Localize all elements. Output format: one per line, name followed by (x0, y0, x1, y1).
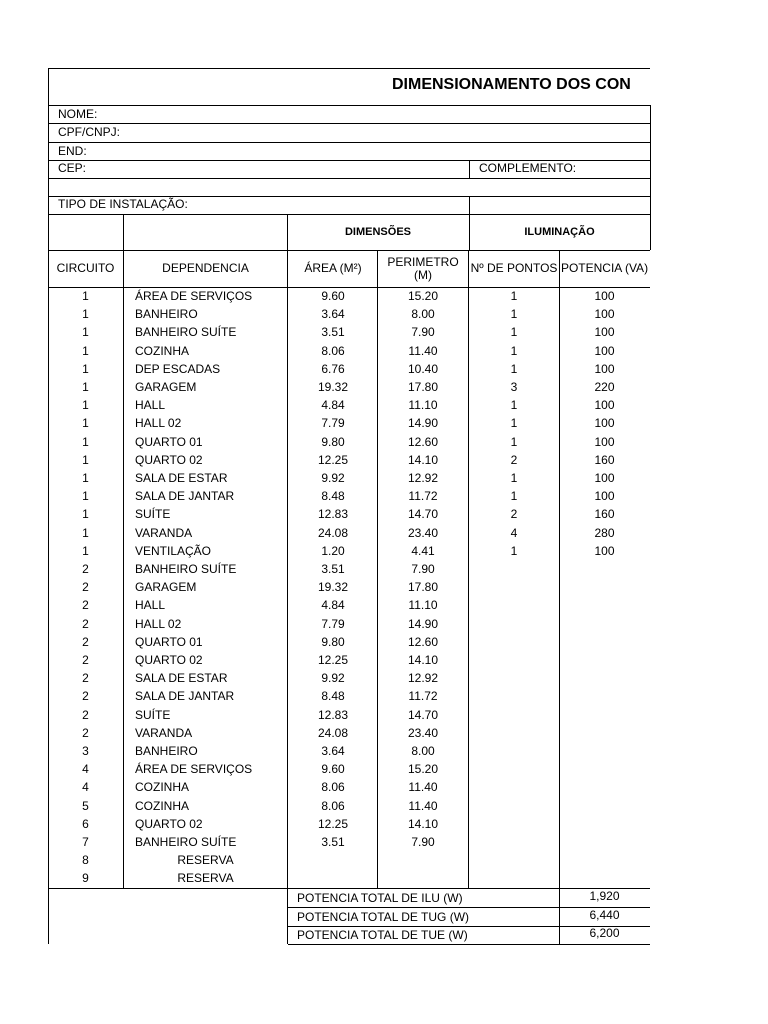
cell-circuito: 1 (82, 398, 89, 412)
cell-perimetro: 14.70 (407, 708, 439, 722)
cell-area: 19.32 (317, 580, 349, 594)
cell-area: 9.92 (321, 471, 345, 485)
grid-line (468, 250, 469, 888)
cell-area: 9.80 (321, 435, 345, 449)
cell-perimetro: 7.90 (411, 835, 435, 849)
cell-perimetro: 17.80 (407, 380, 439, 394)
total-value: 1,920 (589, 889, 620, 903)
cell-area: 4.84 (321, 398, 345, 412)
total-label: POTENCIA TOTAL DE TUG (W) (297, 910, 470, 924)
cell-dependencia: BANHEIRO (135, 744, 198, 758)
cell-potencia: 100 (594, 398, 615, 412)
column-header-area: ÁREA (M²) (304, 261, 362, 275)
cell-circuito: 4 (82, 762, 89, 776)
group-header-dimensoes: DIMENSÕES (344, 226, 411, 238)
cell-circuito: 2 (82, 598, 89, 612)
grid-line (48, 214, 650, 215)
cell-pontos: 1 (510, 289, 518, 303)
cell-circuito: 1 (82, 344, 89, 358)
cell-circuito: 1 (82, 507, 89, 521)
cell-dependencia: QUARTO 02 (135, 817, 203, 831)
cell-dependencia: GARAGEM (135, 380, 197, 394)
cell-area: 24.08 (317, 726, 349, 740)
cell-potencia: 100 (594, 471, 615, 485)
column-header-dependencia: DEPENDENCIA (162, 261, 249, 275)
cell-circuito: 1 (82, 453, 89, 467)
cell-perimetro: 12.60 (407, 435, 439, 449)
cell-potencia: 100 (594, 344, 615, 358)
cell-potencia: 100 (594, 544, 615, 558)
cell-area: 9.80 (321, 635, 345, 649)
cell-dependencia: HALL 02 (135, 617, 182, 631)
cell-pontos: 1 (510, 325, 518, 339)
grid-line (288, 926, 650, 927)
cell-circuito: 6 (82, 817, 89, 831)
cell-perimetro: 11.40 (408, 780, 438, 794)
cell-area: 12.25 (317, 453, 349, 467)
column-header-perimetro: PERIMETRO (387, 255, 459, 269)
cell-dependencia: COZINHA (135, 344, 189, 358)
cell-perimetro: 14.10 (407, 653, 439, 667)
cell-pontos: 1 (510, 544, 518, 558)
cell-perimetro: 8.00 (411, 307, 435, 321)
grid-line (288, 907, 650, 908)
cell-area: 24.08 (317, 526, 349, 540)
cell-pontos: 1 (510, 398, 518, 412)
cell-perimetro: 14.10 (407, 453, 439, 467)
cell-dependencia: VARANDA (135, 726, 193, 740)
cell-area: 7.79 (321, 617, 345, 631)
cell-area: 4.84 (321, 598, 345, 612)
grid-line (48, 68, 49, 944)
grid-line (288, 944, 650, 945)
cell-area: 3.51 (321, 562, 345, 576)
field-tipo-instalacao-label: TIPO DE INSTALAÇÃO: (58, 197, 188, 211)
cell-dependencia: GARAGEM (135, 580, 197, 594)
cell-dependencia: BANHEIRO SUÍTE (135, 562, 237, 576)
cell-dependencia: SALA DE JANTAR (135, 489, 235, 503)
total-label: POTENCIA TOTAL DE TUE (W) (297, 928, 468, 942)
cell-area: 3.51 (321, 835, 345, 849)
cell-area: 8.48 (321, 489, 345, 503)
cell-area: 8.48 (321, 689, 345, 703)
cell-dependencia: HALL (135, 598, 166, 612)
cell-pontos: 1 (510, 344, 518, 358)
cell-perimetro: 7.90 (411, 562, 435, 576)
cell-perimetro: 14.90 (407, 416, 439, 430)
cell-perimetro: 14.70 (407, 507, 439, 521)
cell-circuito: 2 (82, 689, 89, 703)
cell-perimetro: 12.60 (407, 635, 439, 649)
grid-line (48, 196, 650, 197)
column-header-perimetro-unit: (M) (414, 268, 432, 282)
cell-pontos: 2 (510, 507, 518, 521)
cell-dependencia: QUARTO 01 (135, 635, 203, 649)
cell-dependencia: BANHEIRO SUÍTE (135, 835, 237, 849)
cell-dependencia: QUARTO 01 (135, 435, 203, 449)
grid-line (559, 250, 560, 944)
field-cep-label: CEP: (58, 161, 87, 175)
grid-line (469, 160, 470, 178)
field-end-label: END: (58, 144, 87, 158)
cell-perimetro: 15.20 (407, 762, 439, 776)
cell-pontos: 1 (510, 489, 518, 503)
cell-area: 6.76 (321, 362, 345, 376)
cell-pontos: 4 (510, 526, 518, 540)
grid-line (48, 68, 650, 69)
cell-circuito: 2 (82, 726, 89, 740)
cell-dependencia: QUARTO 02 (135, 653, 203, 667)
cell-dependencia: BANHEIRO SUÍTE (135, 325, 237, 339)
cell-dependencia: COZINHA (135, 799, 189, 813)
grid-line (48, 142, 650, 143)
cell-area: 12.83 (317, 507, 349, 521)
group-header-iluminacao: ILUMINAÇÃO (524, 226, 595, 238)
cell-circuito: 2 (82, 562, 89, 576)
cell-perimetro: 11.72 (408, 689, 438, 703)
cell-pontos: 1 (510, 416, 518, 430)
cell-dependencia: RESERVA (177, 853, 234, 867)
grid-line (48, 178, 650, 179)
cell-perimetro: 11.10 (408, 398, 438, 412)
cell-dependencia: DEP ESCADAS (135, 362, 221, 376)
grid-line (287, 214, 288, 944)
cell-perimetro: 23.40 (407, 526, 439, 540)
cell-perimetro: 12.92 (407, 471, 439, 485)
grid-line (377, 250, 378, 888)
cell-dependencia: RESERVA (177, 871, 234, 885)
cell-circuito: 1 (82, 307, 89, 321)
cell-potencia: 160 (594, 507, 615, 521)
cell-dependencia: SUÍTE (135, 708, 171, 722)
cell-dependencia: VARANDA (135, 526, 193, 540)
cell-area: 12.25 (317, 817, 349, 831)
grid-line (650, 105, 651, 250)
cell-area: 3.64 (321, 307, 345, 321)
cell-circuito: 1 (82, 325, 89, 339)
cell-perimetro: 11.40 (408, 799, 438, 813)
cell-perimetro: 14.90 (407, 617, 439, 631)
cell-perimetro: 23.40 (407, 726, 439, 740)
cell-circuito: 5 (82, 799, 89, 813)
grid-line (288, 250, 650, 251)
cell-circuito: 1 (82, 471, 89, 485)
cell-potencia: 280 (594, 526, 615, 540)
cell-potencia: 100 (594, 325, 615, 339)
field-complemento-label: COMPLEMENTO: (479, 161, 577, 175)
cell-circuito: 4 (82, 780, 89, 794)
cell-area: 9.92 (321, 671, 345, 685)
cell-pontos: 1 (510, 307, 518, 321)
cell-perimetro: 11.72 (408, 489, 438, 503)
cell-area: 12.25 (317, 653, 349, 667)
cell-perimetro: 7.90 (411, 325, 435, 339)
cell-perimetro: 14.10 (407, 817, 439, 831)
cell-circuito: 2 (82, 653, 89, 667)
cell-circuito: 2 (82, 708, 89, 722)
cell-potencia: 220 (594, 380, 615, 394)
cell-circuito: 9 (82, 871, 89, 885)
cell-circuito: 1 (82, 416, 89, 430)
cell-perimetro: 11.40 (408, 344, 438, 358)
cell-area: 9.60 (321, 289, 345, 303)
cell-perimetro: 11.10 (408, 598, 438, 612)
cell-perimetro: 8.00 (411, 744, 435, 758)
cell-potencia: 100 (594, 362, 615, 376)
cell-circuito: 7 (82, 835, 89, 849)
grid-line (48, 105, 650, 106)
cell-pontos: 2 (510, 453, 518, 467)
cell-perimetro: 10.40 (407, 362, 439, 376)
cell-area: 3.64 (321, 744, 345, 758)
cell-area: 3.51 (321, 325, 345, 339)
cell-dependencia: COZINHA (135, 780, 189, 794)
grid-line (48, 123, 650, 124)
cell-circuito: 2 (82, 635, 89, 649)
field-cpf-label: CPF/CNPJ: (58, 125, 121, 139)
cell-circuito: 1 (82, 526, 89, 540)
cell-area: 7.79 (321, 416, 345, 430)
cell-circuito: 1 (82, 435, 89, 449)
cell-dependencia: ÁREA DE SERVIÇOS (135, 289, 253, 303)
cell-circuito: 2 (82, 671, 89, 685)
cell-pontos: 1 (510, 471, 518, 485)
cell-dependencia: ÁREA DE SERVIÇOS (135, 762, 253, 776)
cell-area: 12.83 (317, 708, 349, 722)
cell-circuito: 1 (82, 544, 89, 558)
cell-area: 9.60 (321, 762, 345, 776)
cell-perimetro: 17.80 (407, 580, 439, 594)
document-title: DIMENSIONAMENTO DOS CON (392, 76, 631, 93)
column-header-circuito: CIRCUITO (56, 261, 115, 275)
cell-dependencia: SALA DE ESTAR (135, 671, 228, 685)
total-label: POTENCIA TOTAL DE ILU (W) (297, 891, 463, 905)
cell-dependencia: HALL (135, 398, 166, 412)
cell-area: 8.06 (321, 799, 345, 813)
cell-dependencia: SALA DE JANTAR (135, 689, 235, 703)
cell-potencia: 160 (594, 453, 615, 467)
cell-dependencia: SUÍTE (135, 507, 171, 521)
cell-circuito: 3 (82, 744, 89, 758)
cell-potencia: 100 (594, 435, 615, 449)
cell-potencia: 100 (594, 416, 615, 430)
cell-circuito: 2 (82, 580, 89, 594)
cell-dependencia: BANHEIRO (135, 307, 198, 321)
cell-potencia: 100 (594, 489, 615, 503)
cell-area: 19.32 (317, 380, 349, 394)
grid-line (123, 214, 124, 888)
cell-circuito: 2 (82, 617, 89, 631)
cell-perimetro: 15.20 (407, 289, 439, 303)
cell-perimetro: 4.41 (411, 544, 435, 558)
cell-pontos: 1 (510, 362, 518, 376)
cell-dependencia: HALL 02 (135, 416, 182, 430)
cell-circuito: 1 (82, 289, 89, 303)
grid-line (48, 160, 650, 161)
cell-area: 1.20 (321, 544, 345, 558)
cell-area: 8.06 (321, 780, 345, 794)
cell-dependencia: QUARTO 02 (135, 453, 203, 467)
cell-circuito: 1 (82, 380, 89, 394)
cell-dependencia: SALA DE ESTAR (135, 471, 228, 485)
cell-circuito: 8 (82, 853, 89, 867)
total-value: 6,200 (589, 926, 620, 940)
cell-area: 8.06 (321, 344, 345, 358)
column-header-potencia: POTENCIA (VA) (560, 261, 649, 275)
cell-potencia: 100 (594, 307, 615, 321)
cell-circuito: 1 (82, 362, 89, 376)
cell-circuito: 1 (82, 489, 89, 503)
total-value: 6,440 (589, 908, 620, 922)
field-nome-label: NOME: (58, 107, 98, 121)
grid-line (469, 196, 470, 250)
cell-dependencia: VENTILAÇÃO (135, 544, 212, 558)
cell-pontos: 3 (510, 380, 518, 394)
cell-pontos: 1 (510, 435, 518, 449)
cell-perimetro: 12.92 (407, 671, 439, 685)
column-header-pontos: Nº DE PONTOS (470, 261, 558, 275)
cell-potencia: 100 (594, 289, 615, 303)
